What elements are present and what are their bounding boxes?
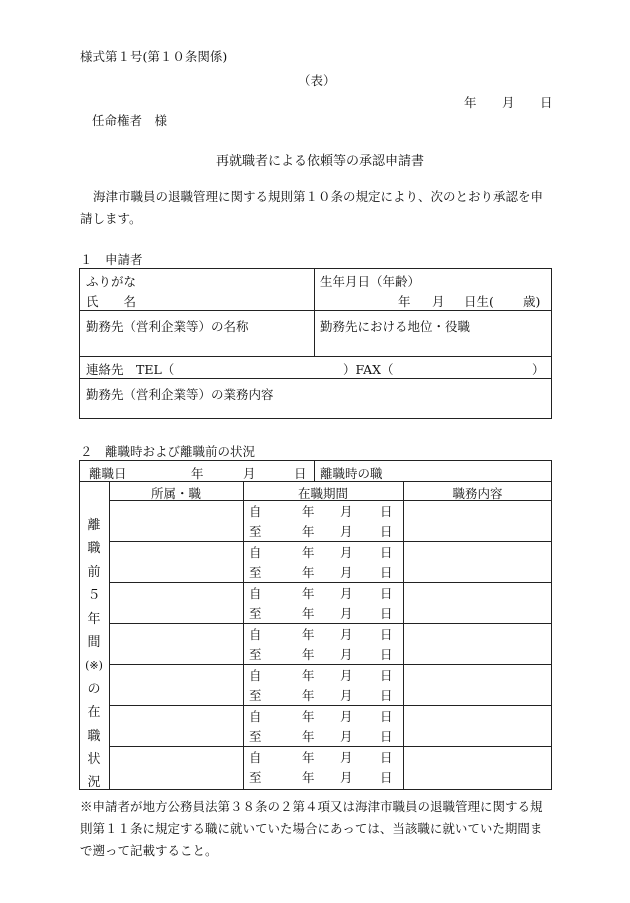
period-month-label: 月 xyxy=(340,545,353,560)
history-row-divider xyxy=(109,541,552,542)
period-month-label: 月 xyxy=(340,729,353,744)
history-row-divider xyxy=(109,582,552,583)
period-day-label: 日 xyxy=(380,688,393,703)
period-month-label: 月 xyxy=(340,586,353,601)
period-to-label: 至 xyxy=(249,688,262,703)
period-to-label: 至 xyxy=(249,565,262,580)
retire-day-label: 日 xyxy=(294,466,307,481)
page-title: 再就職者による依頼等の承認申請書 xyxy=(216,154,425,169)
name-label: 氏 名 xyxy=(86,294,137,309)
history-row-divider xyxy=(109,746,552,747)
birth-date-label: 生年月日（年齢） xyxy=(320,274,421,289)
period-from-label: 自 xyxy=(249,545,262,560)
birth-month-label: 月 xyxy=(432,294,445,309)
period-day-label: 日 xyxy=(380,545,393,560)
col-header-duties: 職務内容 xyxy=(452,486,503,501)
period-year-label: 年 xyxy=(302,709,315,724)
col-header-dept: 所属・職 xyxy=(150,486,201,501)
period-day-label: 日 xyxy=(380,750,393,765)
period-from-label: 自 xyxy=(249,750,262,765)
period-year-label: 年 xyxy=(302,688,315,703)
date-day-label: 日 xyxy=(540,95,553,110)
period-from-label: 自 xyxy=(249,627,262,642)
footnote: ※申請者が地方公務員法第３８条の２第４項又は海津市職員の退職管理に関する規則第１１条に規定する職に就いていた場合にあっては、当該職に就いていた期間まで遡って記載すること。 xyxy=(80,799,543,858)
history-row-divider xyxy=(109,623,552,624)
period-to-label: 至 xyxy=(249,606,262,621)
period-day-label: 日 xyxy=(380,524,393,539)
date-month-label: 月 xyxy=(502,95,515,110)
period-day-label: 日 xyxy=(380,709,393,724)
period-month-label: 月 xyxy=(340,668,353,683)
period-to-label: 至 xyxy=(249,770,262,785)
retire-date-label: 離職日 xyxy=(89,466,127,481)
history-row-divider xyxy=(109,664,552,665)
date-year-label: 年 xyxy=(464,95,477,110)
col-header-period: 在職期間 xyxy=(297,486,348,501)
period-month-label: 月 xyxy=(340,606,353,621)
period-year-label: 年 xyxy=(302,647,315,662)
period-year-label: 年 xyxy=(302,750,315,765)
period-year-label: 年 xyxy=(302,586,315,601)
period-day-label: 日 xyxy=(380,770,393,785)
period-day-label: 日 xyxy=(380,647,393,662)
period-month-label: 月 xyxy=(340,770,353,785)
period-year-label: 年 xyxy=(302,729,315,744)
furigana-label: ふりがな xyxy=(86,274,137,289)
contact-fax-label: ）FAX（ xyxy=(343,362,394,377)
addressee: 任命権者 様 xyxy=(92,113,168,128)
period-day-label: 日 xyxy=(380,504,393,519)
period-year-label: 年 xyxy=(302,504,315,519)
period-month-label: 月 xyxy=(340,524,353,539)
period-year-label: 年 xyxy=(302,524,315,539)
contact-tel-label: 連絡先 TEL（ xyxy=(86,362,175,377)
period-month-label: 月 xyxy=(340,565,353,580)
form-number: 様式第１号(第１０条関係) xyxy=(80,49,228,64)
period-to-label: 至 xyxy=(249,524,262,539)
history-row-divider xyxy=(109,705,552,706)
period-to-label: 至 xyxy=(249,729,262,744)
contact-close-paren: ） xyxy=(532,362,545,377)
period-day-label: 日 xyxy=(380,729,393,744)
birth-day-label: 日生( xyxy=(464,294,494,309)
employment-history-table xyxy=(79,460,552,790)
period-year-label: 年 xyxy=(302,668,315,683)
period-day-label: 日 xyxy=(380,606,393,621)
period-from-label: 自 xyxy=(249,709,262,724)
retire-year-label: 年 xyxy=(191,466,204,481)
period-month-label: 月 xyxy=(340,688,353,703)
period-month-label: 月 xyxy=(340,647,353,662)
intro-paragraph: 海津市職員の退職管理に関する規則第１０条の規定により、次のとおり承認を申請します。 xyxy=(80,189,544,226)
period-from-label: 自 xyxy=(249,586,262,601)
period-to-label: 至 xyxy=(249,647,262,662)
period-day-label: 日 xyxy=(380,586,393,601)
period-year-label: 年 xyxy=(302,606,315,621)
birth-year-label: 年 xyxy=(398,294,411,309)
form-side-label: （表） xyxy=(298,73,336,88)
period-day-label: 日 xyxy=(380,565,393,580)
business-content-label: 勤務先（営利企業等）の業務内容 xyxy=(86,387,274,402)
period-day-label: 日 xyxy=(380,668,393,683)
period-year-label: 年 xyxy=(302,545,315,560)
retire-month-label: 月 xyxy=(243,466,256,481)
position-label: 勤務先における地位・役職 xyxy=(320,319,471,334)
retire-post-label: 離職時の職 xyxy=(320,466,383,481)
period-month-label: 月 xyxy=(340,709,353,724)
age-label: 歳) xyxy=(523,294,541,309)
section2-heading: ２ 離職時および離職前の状況 xyxy=(80,444,256,459)
period-day-label: 日 xyxy=(380,627,393,642)
period-month-label: 月 xyxy=(340,627,353,642)
period-from-label: 自 xyxy=(249,504,262,519)
employer-name-label: 勤務先（営利企業等）の名称 xyxy=(86,319,249,334)
vertical-column-label: 離 職 前 ５ 年 間 (※) の 在 職 状 況 xyxy=(85,518,103,791)
period-year-label: 年 xyxy=(302,565,315,580)
section1-heading: １ 申請者 xyxy=(80,252,143,267)
period-from-label: 自 xyxy=(249,668,262,683)
period-year-label: 年 xyxy=(302,627,315,642)
period-month-label: 月 xyxy=(340,504,353,519)
period-month-label: 月 xyxy=(340,750,353,765)
period-year-label: 年 xyxy=(302,770,315,785)
